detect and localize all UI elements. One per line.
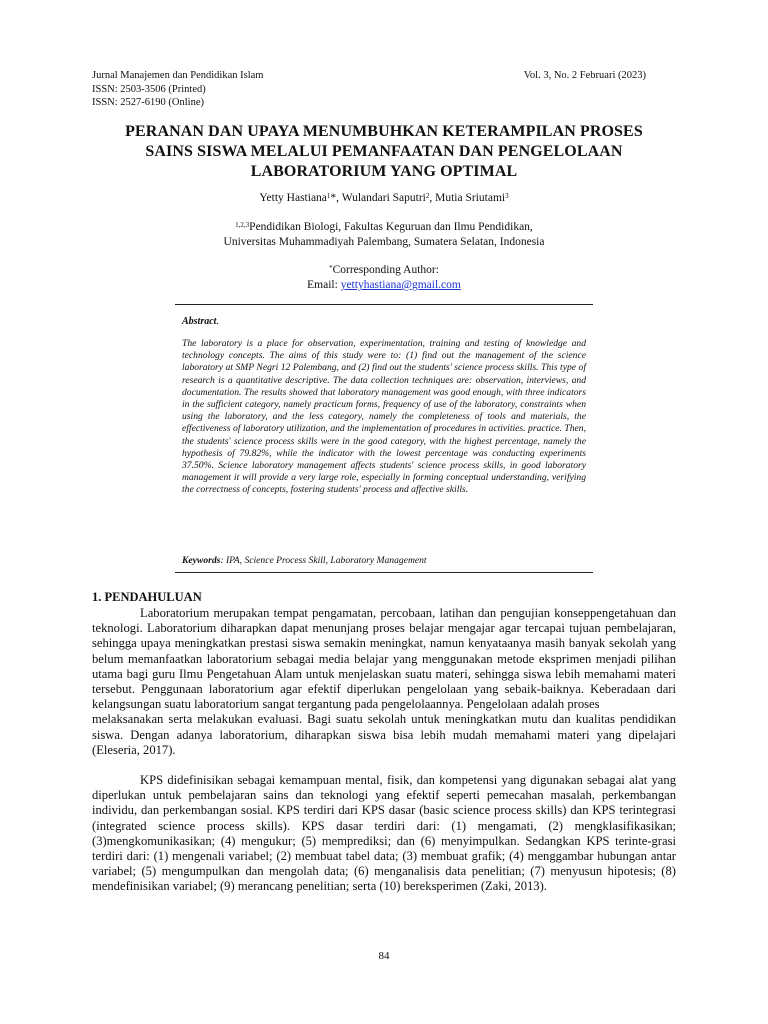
issn-online: ISSN: 2527-6190 (Online) [92, 97, 204, 108]
corresponding-author [0, 263, 768, 293]
paper-title [60, 122, 708, 182]
keywords-label: Keywords [182, 555, 221, 566]
paragraph-1-part-a: Laboratorium merupakan tempat pengamatan, percobaan, latihan dan pengujian konseppengetahuan dan teknologi. Laboratorium diharapkan dapat menunjang proses belajar mengajar agar tercapai tujuan pembelajaran, sehingga upaya meningkatkan prestasi siswa semakin meningkat, namun kenyataanya masih banyak sekolah yang belum memanfaatkan laboratorium sebagai media belajar yang menggunakan metode eksprimen menjadi pilihan utama bagi guru Ilmu Pengetahuan Alam untuk menjelaskan suatu materi, sehingga siswa lebih memahami materi tersebut. Penggunaan laboratorium agar efektif diperlukan pengelolaan yang sebaik-baiknya. Keberadaan dari kelangsungan suatu laboratorium sangat tergantung pada pengelolaannya. Pengelolaan adalah proses [92, 606, 676, 712]
title-line-3: LABORATORIUM YANG OPTIMAL [250, 163, 518, 180]
author-1-sup: 1 [326, 192, 331, 200]
keywords [182, 555, 427, 566]
author-1-mark: *, [330, 192, 342, 204]
issn-print: ISSN: 2503-3506 (Printed) [92, 83, 206, 95]
email-link[interactable]: yettyhastiana@gmail.com [340, 279, 461, 291]
keywords-text: : IPA, Science Process Skill, Laboratory Management [220, 555, 427, 566]
abstract-bottom-rule [175, 572, 593, 573]
page-number: 84 [378, 950, 390, 962]
abstract-heading [182, 316, 219, 327]
corresponding-label: Corresponding Author: [332, 264, 439, 276]
section-heading: 1. PENDAHULUAN [92, 590, 202, 604]
paragraph-1-part-b: melaksanakan serta melakukan evaluasi. Bagi suatu sekolah untuk meningkatkan mutu dan kualitas pendidikan siswa. Dengan adanya laboratorium, diharapkan siswa bisa lebih mudah memahami materi yang dipelajari (Eleseria, 2017). [92, 712, 676, 757]
abstract-label-dot: . [216, 316, 219, 327]
author-list [0, 191, 768, 206]
author-2: Wulandari Saputri [341, 192, 426, 204]
author-3-sup: 3 [505, 192, 509, 200]
journal-header [92, 69, 263, 110]
abstract-top-rule [175, 304, 593, 305]
abstract-text: The laboratory is a place for observation, experimentation, training and testing of knowledge and technology concepts. The aims of this study were to: (1) find out the management of the science laboratory at SMP Negri 12 Palembang, and (2) find out the students' science process skills. This type of research is a quantitative descriptive. The data collection techniques are: observation, interviews, and documentation. The results showed that laboratory management was good enough, with three indicators in the sufficient category, namely practicum forms, frequency of use of the laboratory, constraints when using the laboratory, and the less category, namely the completeness of tools and materials, the effectiveness of laboratory utilization, and the implementation of procedures in activities. practice. Then, the students' science process skills were in the good category, with the highest percentage, namely the hypothesis of 79.82%, while the indicator with the lowest percentage was conducting experiments 37.50%. Science laboratory management affects students' science process skills, in good laboratory management it will provide a very large role, especially in forming conceptual understanding, verifying the correctness of concepts, fostering students' process and affective skills. [182, 338, 586, 496]
author-3: Mutia Sriutami [435, 192, 506, 204]
author-1: Yetty Hastiana [259, 192, 327, 204]
affiliation-line-1: Pendidikan Biologi, Fakultas Keguruan dan Ilmu Pendidikan, [249, 221, 533, 233]
affiliation [0, 220, 768, 250]
author-2-sup: 2 [425, 192, 430, 200]
title-line-2: SAINS SISWA MELALUI PEMANFAATAN DAN PENGELOLAAN [145, 143, 623, 160]
journal-name: Jurnal Manajemen dan Pendidikan Islam [92, 70, 264, 81]
affiliation-line-2: Universitas Muhammadiyah Palembang, Sumatera Selatan, Indonesia [223, 236, 545, 248]
corresponding-sup: * [329, 264, 333, 272]
abstract-label: Abstract [182, 316, 217, 327]
author-sep: , [429, 192, 436, 204]
paragraph-1 [92, 606, 676, 758]
email-label: Email: [307, 279, 341, 291]
affiliation-sup: 1,2,3 [235, 221, 250, 229]
title-line-1: PERANAN DAN UPAYA MENUMBUHKAN KETERAMPILAN PROSES [125, 123, 643, 140]
volume-info: Vol. 3, No. 2 Februari (2023) [523, 70, 646, 81]
paragraph-2: KPS didefinisikan sebagai kemampuan mental, fisik, dan kompetensi yang digunakan sebagai alat yang diperlukan untuk pembelajaran sains dan teknologi yang efektif seperti pemecahan masalah, perkembangan individu, dan perkembangan sosial. KPS terdiri dari KPS dasar (basic science process skills) dan KPS terintegrasi (integrated science process skills). KPS dasar terdiri dari: (1) mengamati, (2) mengklasifikasikan;(3)mengkomunikasikan; (4) mengukur; (5) memprediksi; dan (6) menyimpulkan. Sedangkan KPS terinte-grasi terdiri dari: (1) mengenali variabel; (2) membuat tabel data; (3) membuat grafik; (4) menggambar hubungan antar variabel; (5) mengumpulkan dan mengolah data; (6) menganalisis data penelitian; (7) menyusun hipotesis; (8) mendefinisikan variabel; (9) merancang penelitian; serta (10) bereksperimen (Zaki, 2013). [92, 773, 676, 894]
